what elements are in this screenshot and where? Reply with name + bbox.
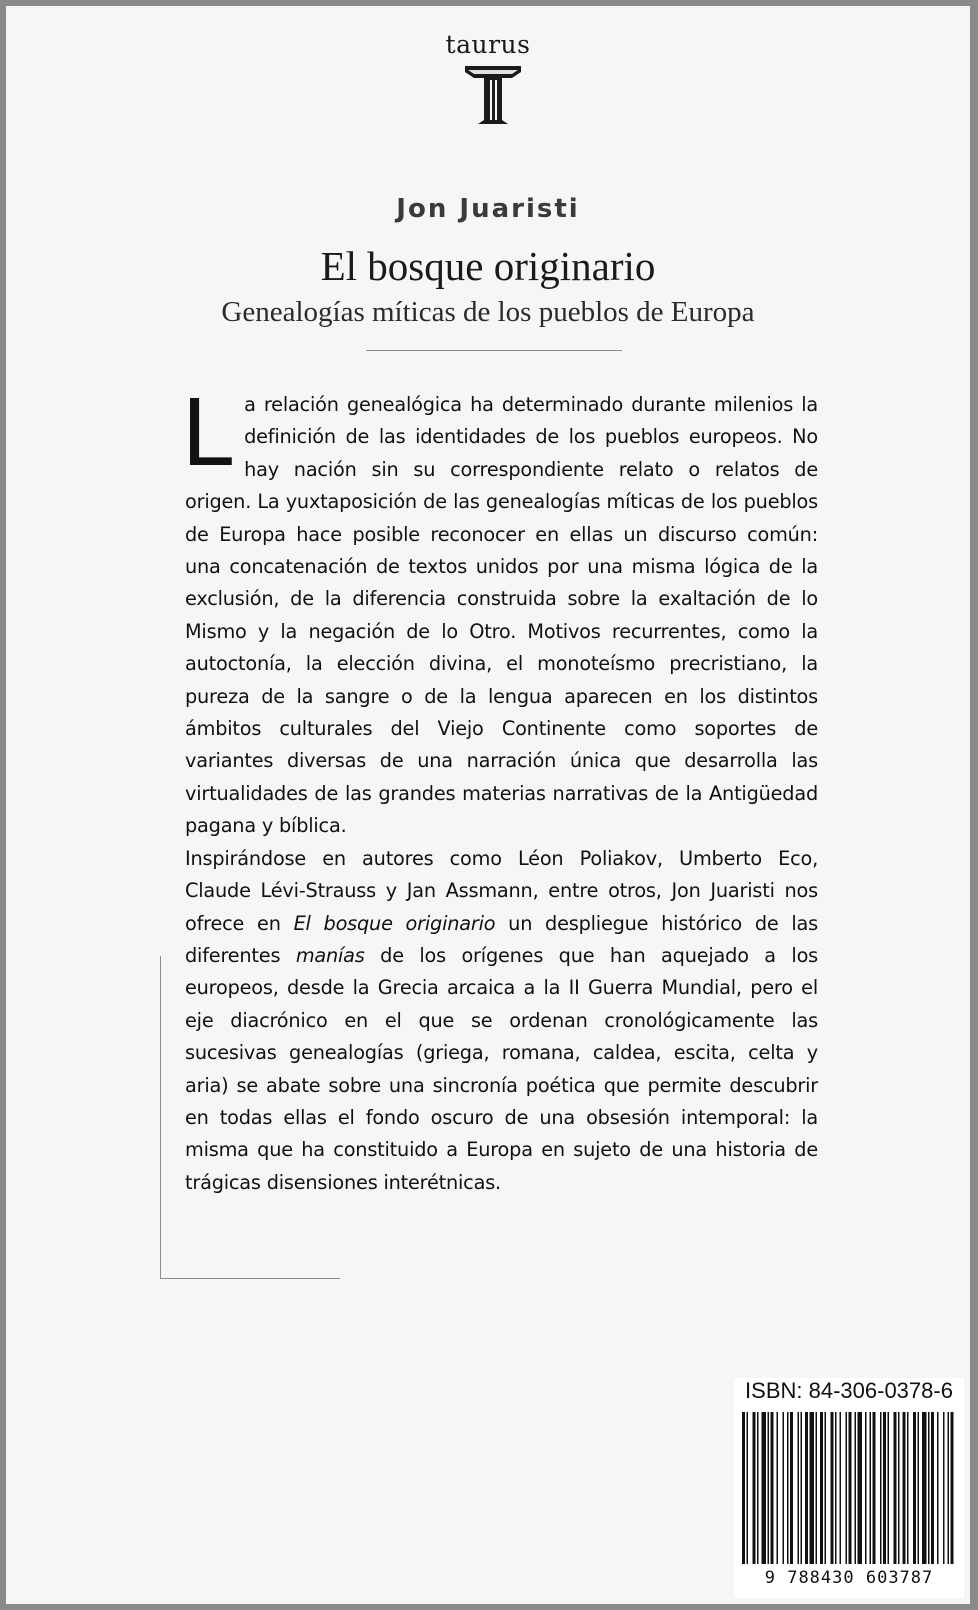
barcode-bar (870, 1412, 872, 1564)
blurb (181, 380, 819, 1199)
barcode-panel (734, 1378, 964, 1598)
publisher-logo-icon (462, 62, 524, 126)
barcode-bar (840, 1412, 842, 1564)
publisher-name: taurus (445, 30, 531, 59)
blurb-paragraph-1 (181, 380, 818, 843)
barcode-bar (798, 1412, 800, 1564)
barcode-bar (771, 1412, 774, 1564)
barcode-bar (922, 1412, 927, 1564)
barcode-bar (805, 1412, 808, 1564)
barcode-bar (948, 1412, 950, 1564)
barcode-icon (740, 1412, 958, 1568)
manias-italic: manías (295, 943, 365, 967)
barcode-bar (783, 1412, 785, 1564)
barcode-bar (894, 1412, 897, 1564)
barcode-bar (855, 1412, 857, 1564)
barcode-bar (903, 1412, 906, 1564)
barcode-bar (918, 1412, 920, 1564)
barcode-bar (810, 1412, 815, 1564)
blurb-paragraph-2-part: un despliegue histórico de las diferentes (185, 911, 818, 967)
drop-cap: L (181, 380, 233, 487)
barcode-bar (873, 1412, 876, 1564)
barcode-bar (883, 1412, 886, 1564)
book-back-cover (6, 6, 970, 1604)
barcode-bar (880, 1412, 882, 1564)
barcode-bar (825, 1412, 827, 1564)
barcode-bar (937, 1412, 939, 1564)
blurb-paragraph-2 (185, 843, 818, 1199)
barcode-bar (801, 1412, 803, 1564)
barcode-bar (943, 1412, 945, 1564)
barcode-bar (831, 1412, 834, 1564)
barcode-bar (858, 1412, 863, 1564)
book-title: El bosque originario (320, 243, 656, 289)
author-name: Jon Juaristi (396, 194, 580, 224)
blurb-paragraph-2-part: de los orígenes que han aquejado a los europeos, desde la Grecia arcaica a la II Guerra Mundial, pero el eje diacrónico en el que se ordenan cronológicamente las sucesivas genealogías (griega, romana, caldea, escita, celta y aria) se abate sobre una sincronía poética que permite descubrir en todas ellas el fondo oscuro de una obsesión intemporal: la misma que ha constituido a Europa en sujeto de una historia de trágicas disensiones interétnicas. (185, 943, 819, 1194)
barcode-bar (846, 1412, 848, 1564)
barcode-bar (931, 1412, 934, 1564)
isbn-label: ISBN: 84-306-0378-6 (745, 1378, 953, 1403)
blurb-paragraph-2-part: Inspirándose en autores como Léon Poliakov, Umberto Eco, Claude Lévi-Strauss y Jan Assmann, entre otros, Jon Juaristi nos ofrece en (185, 846, 818, 935)
book-subtitle: Genealogías míticas de los pueblos de Europa (221, 296, 755, 328)
barcode-bar (888, 1412, 890, 1564)
barcode-bar (820, 1412, 823, 1564)
barcode-bar (913, 1412, 916, 1564)
barcode-bar (768, 1412, 770, 1564)
blurb-paragraph-1-text: a relación genealógica ha determinado durante milenios la definición de las identidades de los pueblos europeos. No hay nación sin su correspondiente relato o relatos de origen. La yuxtaposición de las genealogías míticas de los pueblos de Europa hace posible reconocer en ellas un discurso común: una concatenación de textos unidos por una misma lógica de la exclusión, de la diferencia construida sobre la exaltación de lo Mismo y la negación de lo Otro. Motivos recurrentes, como la autoctonía, la elección divina, el monoteísmo precristiano, la pureza de la sangre o de la lengua aparecen en los distintos ámbitos culturales del Viejo Continente como soportes de variantes diversas de una narración única que desarrolla las virtualidades de las grandes materias narrativas de la Antigüedad pagana y bíblica. (185, 393, 818, 838)
decorative-corner-line (160, 1278, 340, 1279)
decorative-corner-line (160, 956, 161, 1278)
book-title-italic: El bosque originario (293, 911, 496, 935)
barcode-bar (865, 1412, 867, 1564)
barcode-bar (816, 1412, 818, 1564)
ean-number: 9 788430 603787 (764, 1568, 934, 1588)
barcode-bar (790, 1412, 793, 1564)
barcode-bar (849, 1412, 852, 1564)
barcode-bar (787, 1412, 789, 1564)
barcode-bar (747, 1412, 749, 1564)
barcode-bar (898, 1412, 900, 1564)
barcode-bar (777, 1412, 779, 1564)
barcode-bar (951, 1412, 954, 1564)
barcode-bar (742, 1412, 745, 1564)
barcode-bar (753, 1412, 756, 1564)
barcode-bar (762, 1412, 767, 1564)
barcode-bar (907, 1412, 909, 1564)
barcode-bar (835, 1412, 837, 1564)
title-divider (366, 350, 622, 351)
barcode-bar (757, 1412, 759, 1564)
barcode-bar (928, 1412, 930, 1564)
